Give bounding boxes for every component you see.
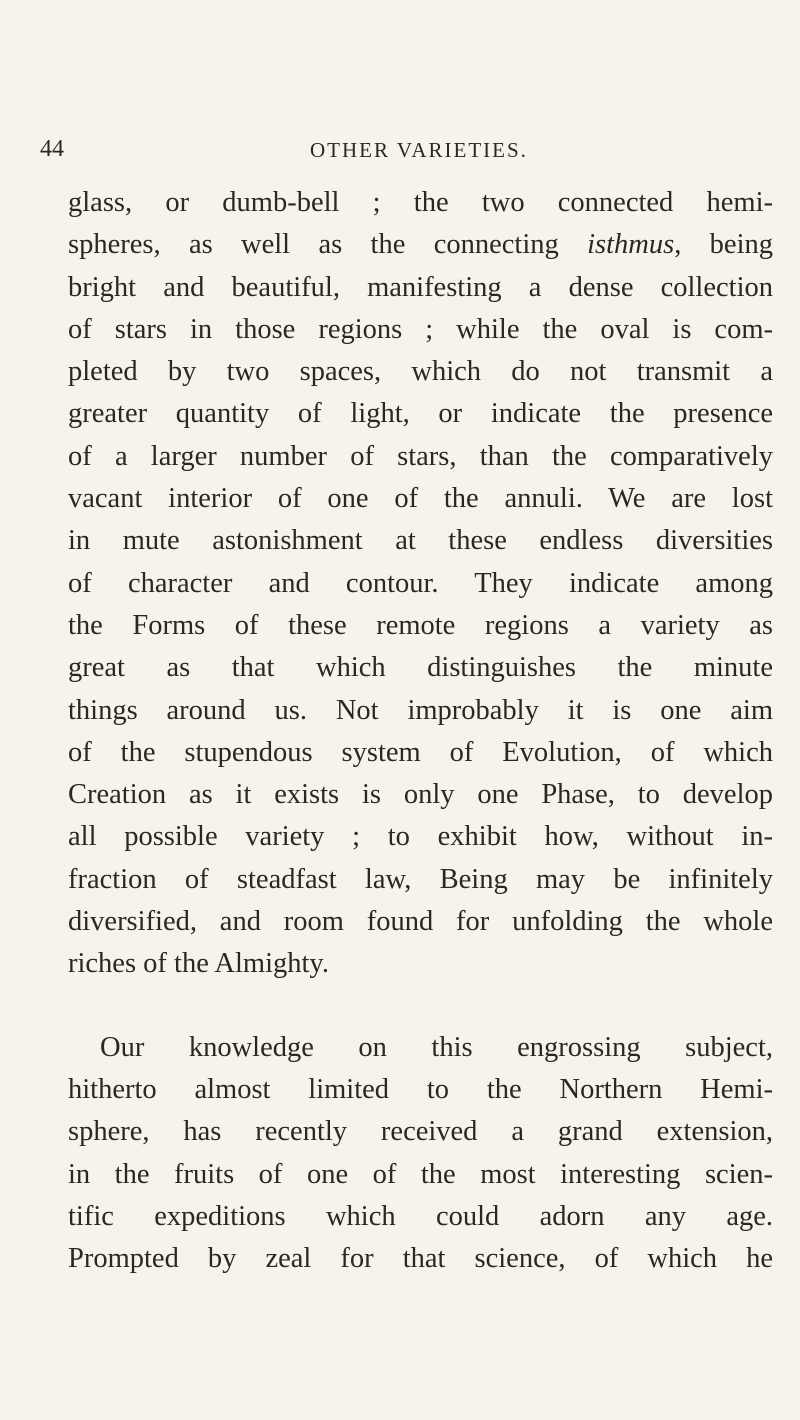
- italic-term: isthmus: [587, 229, 675, 261]
- page-number: 44: [40, 136, 64, 162]
- text-line: greater quantity of light, or indicate the presence: [68, 398, 773, 430]
- running-head: OTHER VARIETIES.: [310, 138, 528, 162]
- text-line: the Forms of these remote regions a variety as: [68, 609, 773, 641]
- text-line: in mute astonishment at these endless diversities: [68, 525, 773, 557]
- text-line: Prompted by zeal for that science, of which he: [68, 1243, 773, 1275]
- text-line: sphere, has recently received a grand extension,: [68, 1116, 773, 1148]
- text-line: great as that which distinguishes the minute: [68, 652, 773, 684]
- text-line: Creation as it exists is only one Phase, to develop: [68, 779, 773, 811]
- text-line: bright and beautiful, manifesting a dense collection: [68, 271, 773, 303]
- text-line: glass, or dumb-bell ; the two connected hemi-: [68, 187, 773, 218]
- text-line: riches of the Almighty.: [68, 948, 329, 980]
- text-line: of stars in those regions ; while the oval is com-: [68, 313, 773, 345]
- text-line: all possible variety ; to exhibit how, without in-: [68, 821, 773, 853]
- text-line: of character and contour. They indicate among: [68, 567, 773, 599]
- text-line: hitherto almost limited to the Northern Hemi-: [68, 1073, 773, 1105]
- text-line: fraction of steadfast law, Being may be infinitely: [68, 863, 773, 895]
- text-line: things around us. Not improbably it is one aim: [68, 694, 773, 726]
- paragraph-2: [68, 1027, 773, 1281]
- text-line: tific expeditions which could adorn any age.: [68, 1200, 773, 1232]
- paragraph-gap: [68, 986, 773, 1027]
- text-span: spheres, as well as the connecting: [68, 229, 588, 261]
- paragraph-1: [68, 182, 773, 986]
- text-line: vacant interior of one of the annuli. We are lost: [68, 483, 773, 515]
- text-line: pleted by two spaces, which do not transmit a: [68, 356, 773, 388]
- text-line: Our knowledge on this engrossing subject,: [100, 1031, 773, 1063]
- page-header: [40, 136, 780, 176]
- text-span: , being: [674, 229, 773, 261]
- text-line: of a larger number of stars, than the comparatively: [68, 440, 773, 472]
- body-text: [68, 182, 773, 1280]
- text-line: in the fruits of one of the most interesting scien-: [68, 1158, 773, 1190]
- text-line: diversified, and room found for unfolding the whole: [68, 906, 773, 938]
- text-line: [68, 224, 773, 266]
- text-line: of the stupendous system of Evolution, of which: [68, 736, 773, 768]
